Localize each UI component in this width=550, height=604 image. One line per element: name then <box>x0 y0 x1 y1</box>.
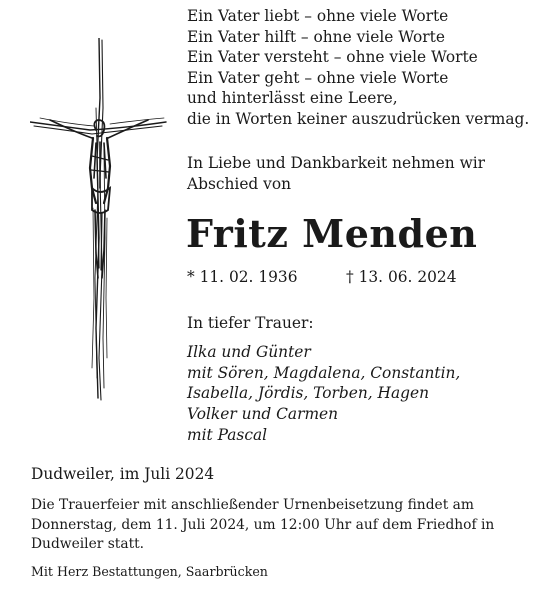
poem-line: die in Worten keiner auszudrücken vermag. <box>187 109 530 128</box>
funeral-service-info <box>31 496 494 555</box>
death-date: † 13. 06. 2024 <box>346 268 457 286</box>
service-line: Die Trauerfeier mit anschließender Urnenbeisetzung findet am <box>31 497 474 513</box>
poem <box>187 6 529 129</box>
undertaker-credit: Mit Herz Bestattungen, Saarbrücken <box>31 564 268 579</box>
mourner-line: mit Pascal <box>187 425 268 444</box>
crucifix-icon <box>30 38 170 458</box>
service-line: Dudweiler statt. <box>31 536 145 552</box>
deceased-name: Fritz Menden <box>186 211 478 256</box>
intro-line: Abschied von <box>187 174 292 193</box>
birth-date: * 11. 02. 1936 <box>187 268 298 286</box>
mourners-list <box>187 342 460 446</box>
mourners-title: In tiefer Trauer: <box>187 314 314 332</box>
poem-line: Ein Vater versteht – ohne viele Worte <box>187 48 478 66</box>
mourner-line: mit Sören, Magdalena, Constantin, <box>187 363 461 382</box>
intro-line: In Liebe und Dankbarkeit nehmen wir <box>187 154 486 172</box>
mourner-line: Volker und Carmen <box>187 405 339 424</box>
poem-line: Ein Vater liebt – ohne viele Worte <box>187 7 449 25</box>
farewell-intro <box>187 153 485 194</box>
poem-line: Ein Vater hilft – ohne viele Worte <box>187 27 445 46</box>
poem-line: und hinterlässt eine Leere, <box>187 89 398 107</box>
poem-line: Ein Vater geht – ohne viele Worte <box>187 68 449 87</box>
service-line: Donnerstag, dem 11. Juli 2024, um 12:00 Uhr auf dem Friedhof in <box>31 516 495 533</box>
mourner-line: Ilka und Günter <box>187 343 311 361</box>
place-date: Dudweiler, im Juli 2024 <box>31 465 215 483</box>
mourner-line: Isabella, Jördis, Torben, Hagen <box>187 384 429 403</box>
